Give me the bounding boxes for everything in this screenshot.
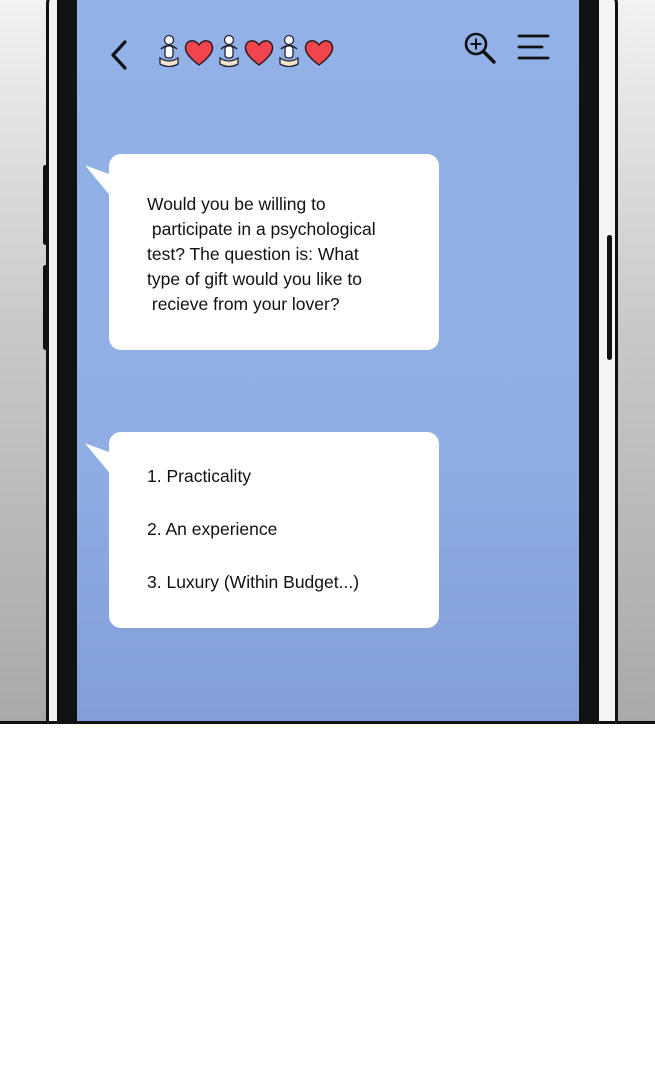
search-button[interactable]: [462, 30, 498, 66]
message-text: [147, 192, 417, 317]
chat-header: [77, 0, 579, 100]
cupid-figure-icon: [277, 34, 301, 70]
message-line: recieve from your lover?: [147, 294, 340, 314]
message-line: type of gift would you like to: [147, 269, 362, 289]
message-bubble-question: [109, 154, 439, 350]
cupid-figure-icon: [217, 34, 241, 70]
option-item-luxury: 3. Luxury (Within Budget...): [147, 572, 360, 592]
phone-side-button: [43, 265, 48, 350]
message-bubble-options: [109, 432, 439, 628]
phone-side-button: [43, 165, 48, 245]
hamburger-menu-icon: [517, 32, 551, 62]
heart-icon: [303, 37, 335, 67]
bubble-tail: [85, 165, 111, 196]
panel-border: [0, 721, 655, 724]
message-line: test? The question is: What: [147, 244, 359, 264]
phone-power-button: [607, 235, 612, 360]
back-button[interactable]: [105, 38, 135, 72]
cupid-figure-icon: [157, 34, 181, 70]
heart-icon: [183, 37, 215, 67]
chevron-left-icon: [105, 38, 135, 72]
option-item-practicality: 1. Practicality: [147, 466, 252, 486]
contact-name-emoji: [157, 34, 335, 70]
bubble-tail: [85, 443, 111, 474]
chat-screen[interactable]: [77, 0, 579, 722]
menu-button[interactable]: [517, 32, 551, 62]
heart-icon: [243, 37, 275, 67]
zoom-in-icon: [462, 30, 498, 66]
message-line: participate in a psychological: [147, 219, 376, 239]
option-item-experience: 2. An experience: [147, 519, 278, 539]
message-line: Would you be willing to: [147, 194, 326, 214]
option-list: [147, 464, 359, 623]
